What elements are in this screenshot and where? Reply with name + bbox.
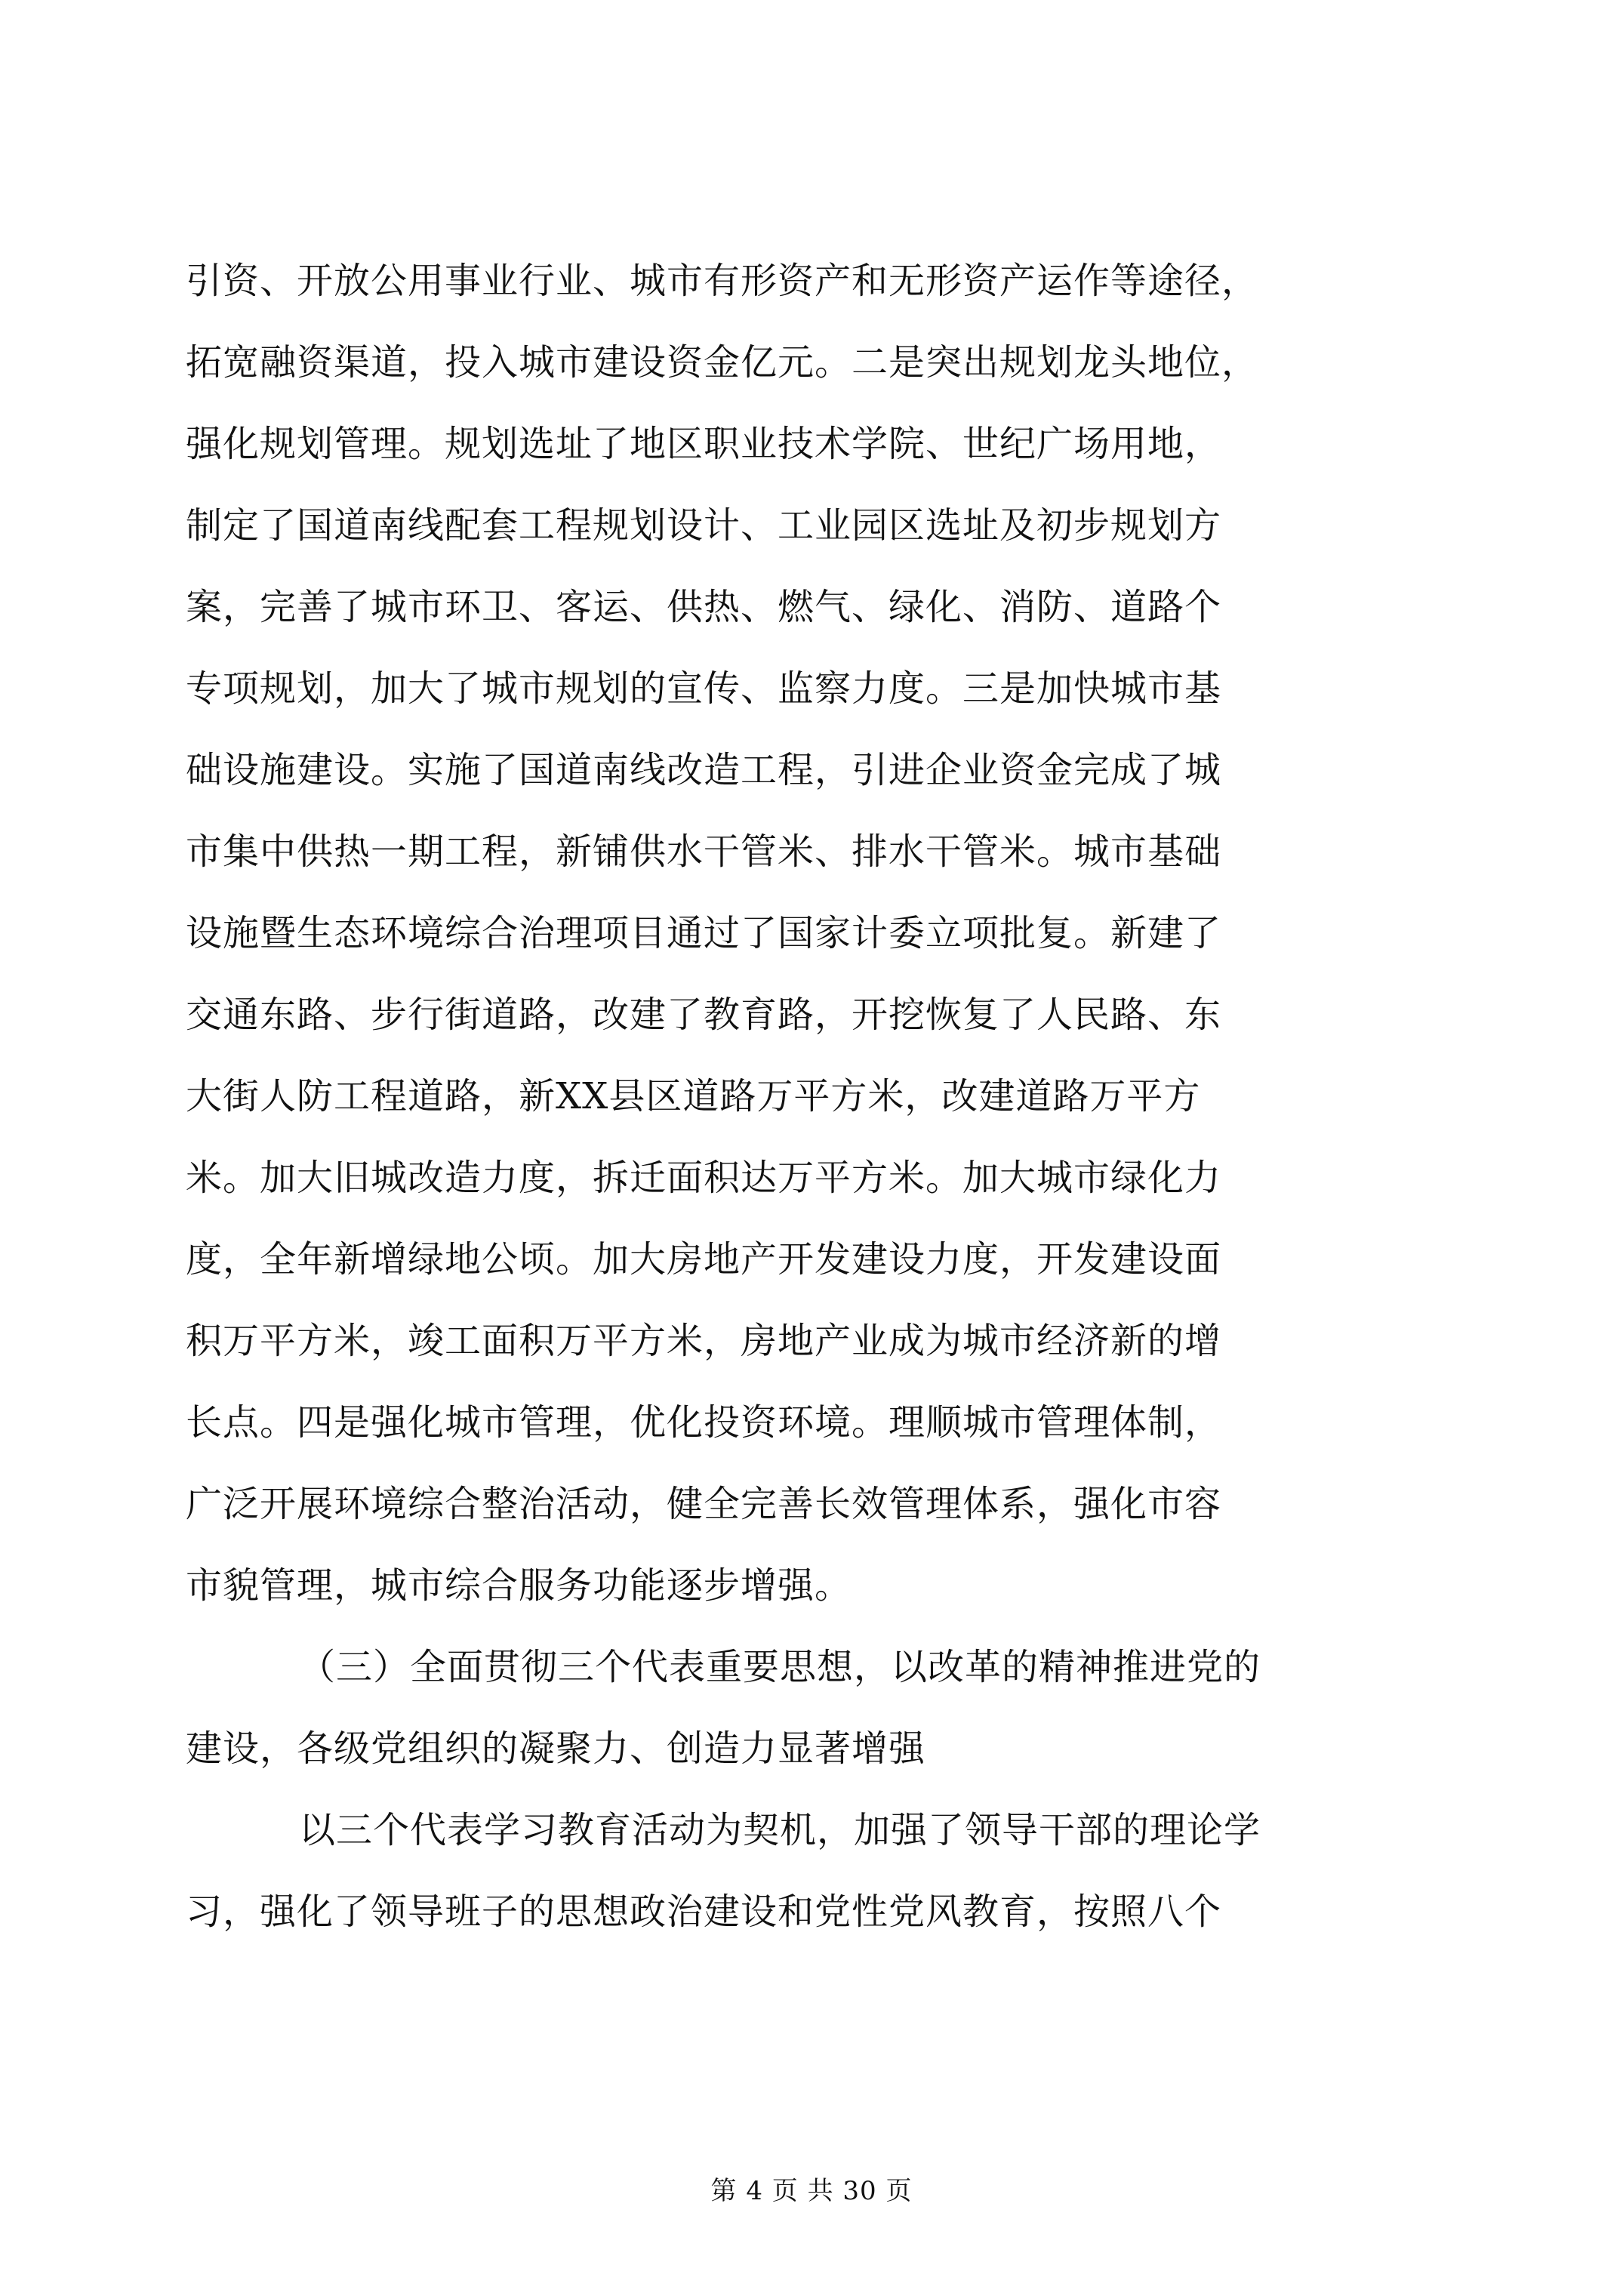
text-line: 广泛开展环境综合整治活动，健全完善长效管理体系，强化市容	[186, 1483, 1222, 1525]
text-line: 市集中供热一期工程，新铺供水干管米、排水干管米。城市基础	[186, 831, 1222, 873]
text-line: 设施暨生态环境综合治理项目通过了国家计委立项批复。新建了	[186, 912, 1222, 954]
text-line: 强化规划管理。规划选址了地区职业技术学院、世纪广场用地，	[186, 423, 1222, 465]
text-line: 长点。四是强化城市管理，优化投资环境。理顺城市管理体制，	[186, 1401, 1222, 1444]
text-line: 交通东路、步行街道路，改建了教育路，开挖恢复了人民路、东	[186, 994, 1222, 1036]
page-footer: 第 4 页 共 30 页	[710, 2176, 913, 2206]
text-line: 市貌管理，城市综合服务功能逐步增强。	[186, 1564, 852, 1607]
text-line: 础设施建设。实施了国道南线改造工程，引进企业资金完成了城	[186, 749, 1222, 791]
text-line: 米。加大旧城改造力度，拆迁面积达万平方米。加大城市绿化力	[186, 1157, 1222, 1199]
text-line: 度，全年新增绿地公顷。加大房地产开发建设力度，开发建设面	[186, 1238, 1222, 1281]
section-heading-line: （三）全面贯彻三个代表重要思想，以改革的精神推进党的	[299, 1646, 1261, 1688]
text-line: 引资、开放公用事业行业、城市有形资产和无形资产运作等途径，	[186, 260, 1259, 302]
text-line: 案，完善了城市环卫、客运、供热、燃气、绿化、消防、道路个	[186, 586, 1222, 628]
text-line: 制定了国道南线配套工程规划设计、工业园区选址及初步规划方	[186, 504, 1222, 547]
text-line: 习，强化了领导班子的思想政治建设和党性党风教育，按照八个	[186, 1891, 1222, 1933]
body-text	[186, 240, 1439, 1952]
text-line: 专项规划，加大了城市规划的宣传、监察力度。三是加快城市基	[186, 667, 1222, 710]
text-line: 以三个代表学习教育活动为契机，加强了领导干部的理论学	[299, 1809, 1261, 1851]
text-line: 积万平方米，竣工面积万平方米，房地产业成为城市经济新的增	[186, 1320, 1222, 1362]
text-line: 拓宽融资渠道，投入城市建设资金亿元。二是突出规划龙头地位，	[186, 341, 1259, 384]
section-heading-line: 建设，各级党组织的凝聚力、创造力显著增强	[186, 1727, 926, 1770]
text-line: 大街人防工程道路，新XX县区道路万平方米，改建道路万平方	[186, 1075, 1201, 1117]
